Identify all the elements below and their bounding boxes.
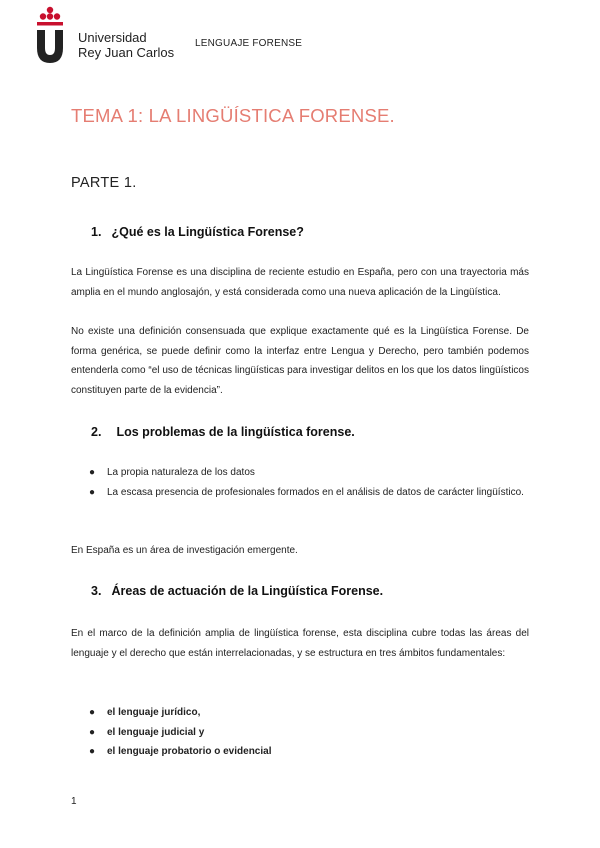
areas-list [88, 703, 529, 762]
bullet-icon: ● [89, 467, 96, 478]
university-line-1: Universidad [78, 30, 147, 45]
section-title: Los problemas de la lingüística forense. [116, 425, 355, 439]
bullet-icon: ● [89, 707, 96, 718]
section-2-heading [91, 425, 355, 439]
bullet-icon: ● [89, 486, 96, 498]
paragraph: En el marco de la definición amplia de lingüística forense, esta disciplina cubre todas las áreas del lenguaje y el derecho que están interrelacionadas, y se estructura en tres ámbitos fundamentales: [71, 628, 529, 659]
bullet-icon: ● [89, 746, 96, 757]
list-item-text: el lenguaje probatorio o evidencial [107, 746, 272, 757]
list-item [88, 463, 529, 483]
section-number: 1. [91, 225, 102, 239]
list-item-text: La propia naturaleza de los datos [107, 467, 255, 478]
part-heading: PARTE 1. [71, 175, 137, 191]
section-title: Áreas de actuación de la Lingüística Forense. [111, 584, 384, 598]
section-number: 3. [91, 584, 102, 598]
university-name [78, 30, 174, 60]
urjc-logo-icon [34, 6, 66, 64]
list-item-text: el lenguaje judicial y [107, 726, 205, 738]
paragraph: La Lingüística Forense es una disciplina de reciente estudio en España, pero con una trayectoria más amplia en el mundo anglosajón, y está considerada como una nueva aplicación de la Lingüística. [71, 267, 529, 298]
list-item-text: La escasa presencia de profesionales formados en el análisis de datos de carácter lingüístico. [107, 486, 524, 498]
paragraph: No existe una definición consensuada que explique exactamente qué es la Lingüística Forense. De forma genérica, se puede definir como la interfaz entre Lengua y Derecho, pero también podemos entenderla como “el uso de técnicas lingüísticas para investigar delitos en los que los datos lingüísticos constituyen parte de la evidencia”. [71, 326, 529, 396]
list-item [88, 703, 529, 723]
section-3-heading [91, 584, 383, 598]
list-item-text: el lenguaje jurídico, [107, 707, 201, 718]
section-title: ¿Qué es la Lingüística Forense? [111, 225, 304, 239]
list-item [88, 742, 529, 762]
paragraph: En España es un área de investigación emergente. [71, 545, 298, 556]
document-title: TEMA 1: LA LINGÜÍSTICA FORENSE. [71, 105, 395, 126]
list-item [88, 723, 529, 743]
course-name: LENGUAJE FORENSE [195, 38, 303, 49]
university-line-2: Rey Juan Carlos [78, 45, 175, 60]
section-number: 2. [91, 425, 102, 439]
problems-list [88, 463, 529, 502]
section-1-heading [91, 225, 304, 239]
page-number: 1 [71, 796, 77, 807]
bullet-icon: ● [89, 726, 96, 738]
university-logo [34, 6, 194, 64]
list-item [88, 483, 529, 503]
